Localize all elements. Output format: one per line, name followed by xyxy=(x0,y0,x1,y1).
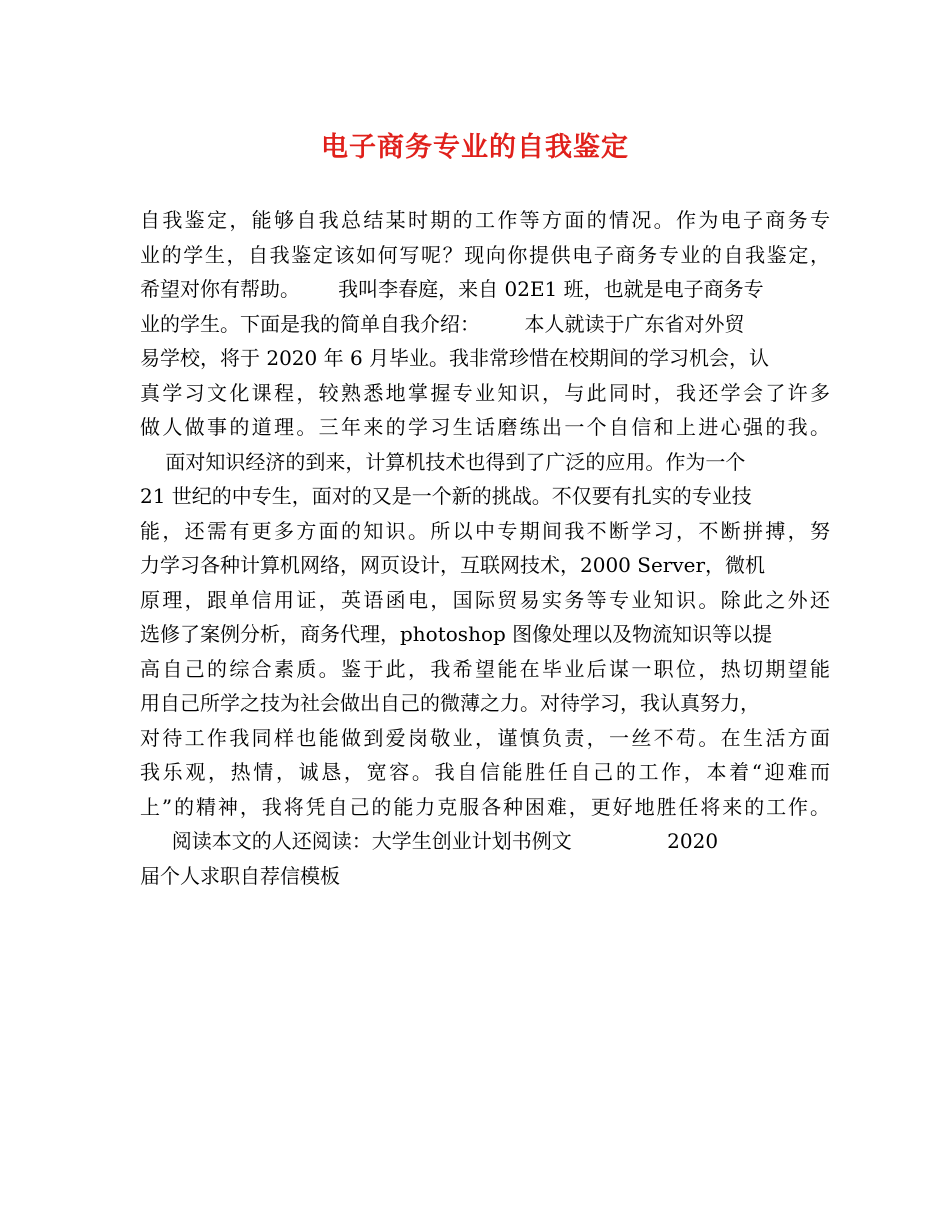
body-line: 业的学生，自我鉴定该如何写呢？现向你提供电子商务专业的自我鉴定， xyxy=(140,242,830,267)
body-line: 力学习各种计算机网络，网页设计，互联网技术，2000 Server，微机 xyxy=(140,553,766,577)
body-line: 上”的精神，我将凭自己的能力克服各种困难，更好地胜任将来的工作。 xyxy=(140,794,830,819)
body-line: 做人做事的道理。三年来的学习生话磨练出一个自信和上进心强的我。 xyxy=(140,415,830,439)
body-line: 面对知识经济的到来，计算机技术也得到了广泛的应用。作为一个 xyxy=(140,449,746,474)
document-body xyxy=(140,203,830,893)
body-line: 业的学生。下面是我的简单自我介绍： 本人就读于广东省对外贸 xyxy=(140,311,745,336)
body-line: 对待工作我同样也能做到爱岗敬业，谨慎负责，一丝不苟。在生活方面 xyxy=(140,725,830,750)
body-line: 自我鉴定，能够自我总结某时期的工作等方面的情况。作为电子商务专 xyxy=(140,208,830,232)
related-reading-line: 阅读本文的人还阅读：大学生创业计划书例文 2020 xyxy=(140,829,719,853)
body-line: 选修了案例分析，商务代理，photoshop 图像处理以及物流知识等以提 xyxy=(140,622,773,646)
document-title: 电子商务专业的自我鉴定 xyxy=(321,132,629,163)
body-line: 21 世纪的中专生，面对的又是一个新的挑战。不仅要有扎实的专业技 xyxy=(140,484,752,508)
body-line: 真学习文化课程，较熟悉地掌握专业知识，与此同时，我还学会了许多 xyxy=(140,380,830,405)
body-line: 希望对你有帮助。 我叫李春庭，来自 02E1 班，也就是电子商务专 xyxy=(140,277,764,301)
body-line: 易学校，将于 2020 年 6 月毕业。我非常珍惜在校期间的学习机会，认 xyxy=(140,346,770,370)
body-line: 用自己所学之技为社会做出自己的微薄之力。对待学习，我认真努力， xyxy=(140,691,760,715)
body-line: 能，还需有更多方面的知识。所以中专期间我不断学习，不断拼搏，努 xyxy=(140,518,830,543)
body-line: 我乐观，热情，诚恳，宽容。我自信能胜任自己的工作，本着“迎难而 xyxy=(140,760,830,784)
body-line: 高自己的综合素质。鉴于此，我希望能在毕业后谋一职位，热切期望能 xyxy=(140,656,830,681)
body-line: 原理，跟单信用证，英语函电，国际贸易实务等专业知识。除此之外还 xyxy=(140,587,830,612)
related-reading-line: 届个人求职自荐信模板 xyxy=(140,863,340,888)
